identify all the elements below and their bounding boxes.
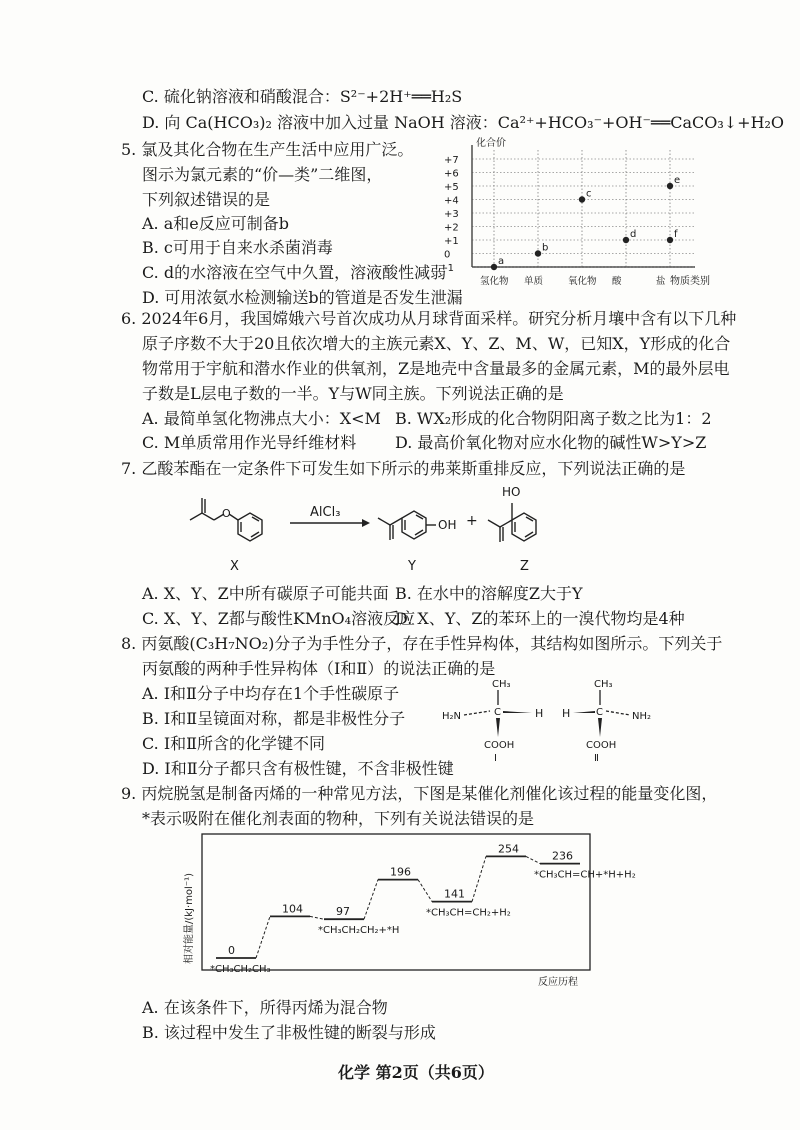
q8-option: B. Ⅰ和Ⅱ呈镜面对称，都是非极性分子 — [142, 709, 406, 728]
q7-option-b: B. 在水中的溶解度Z大于Y — [395, 584, 583, 603]
connector-line — [472, 856, 486, 901]
q6-option-a: A. 最简单氢化物沸点大小：X<M — [142, 409, 381, 428]
q8-stem: 丙氨酸的两种手性异构体（Ⅰ和Ⅱ）的说法正确的是 — [142, 659, 496, 678]
data-point-c — [579, 196, 585, 202]
connector-line — [310, 916, 324, 919]
q8-option: C. Ⅰ和Ⅱ所含的化学键不同 — [142, 734, 326, 753]
q6-stem: 物常用于宇航和潜水作业的供氧剂，Z是地壳中含量最多的金属元素，M的最外层电 — [142, 359, 730, 378]
q5-option: C. d的水溶液在空气中久置，溶液酸性减弱 — [142, 263, 447, 282]
carbon-atom: C — [596, 707, 603, 718]
arrow-head — [362, 519, 370, 527]
energy-value-label: 104 — [282, 902, 303, 916]
x-tick-label: 单质 — [524, 276, 544, 287]
amino-group: H₂N — [442, 711, 462, 722]
molecule-label-y: Y — [408, 559, 416, 574]
option-d-line: D. 向 Ca(HCO₃)₂ 溶液中加入过量 NaOH 溶液：Ca²⁺+HCO₃⁻+OH⁻══CaCO₃↓+H₂O — [142, 113, 785, 132]
connector-line — [526, 856, 540, 863]
y-tick-label: +3 — [444, 209, 459, 220]
q5-option: A. a和e反应可制备b — [142, 214, 289, 233]
plus-sign: + — [466, 513, 478, 529]
point-label: e — [674, 175, 681, 186]
q7-option-d: D. X、Y、Z的苯环上的一溴代物均是4种 — [395, 609, 685, 628]
q7-stem: 7. 乙酸苯酯在一定条件下可发生如下所示的弗莱斯重排反应，下列说法正确的是 — [121, 459, 686, 478]
hydroxyl-group: OH — [438, 518, 457, 532]
y-tick-label: +2 — [444, 222, 459, 234]
y-tick-label: +7 — [444, 155, 459, 166]
x-tick-label: 盐 — [656, 276, 666, 287]
q8-option: D. Ⅰ和Ⅱ分子都只含有极性键，不含非极性键 — [142, 759, 454, 778]
point-label: a — [498, 256, 505, 267]
species-label: *CH₃CH₂CH₂+*H — [318, 925, 400, 937]
molecule-y — [378, 511, 436, 540]
y-tick-label: +4 — [444, 195, 459, 207]
y-tick-label: +1 — [444, 236, 459, 247]
q6-option-b: B. WX₂形成的化合物阴阳离子数之比为1：2 — [395, 409, 712, 428]
q8-stem: 8. 丙氨酸(C₃H₇NO₂)分子为手性分子，存在手性异构体，其结构如图所示。下列关于 — [121, 634, 723, 653]
carboxyl-group: COOH — [484, 740, 515, 751]
hydroxyl-group: HO — [502, 485, 521, 499]
q7-option-c: C. X、Y、Z都与酸性KMnO₄溶液反应 — [142, 609, 416, 628]
connector-line — [364, 880, 378, 920]
chart-frame — [202, 834, 590, 970]
q5-stem: 下列叙述错误的是 — [142, 190, 271, 209]
energy-value-label: 196 — [390, 865, 411, 879]
point-label: f — [674, 229, 678, 240]
q6-stem: 子数是L层电子数的一半。Y与W同主族。下列说法正确的是 — [142, 384, 564, 403]
data-point-b — [535, 250, 541, 256]
q5-option: B. c可用于自来水杀菌消毒 — [142, 238, 333, 257]
isomer-label-1: Ⅰ — [494, 753, 497, 764]
fries-rearrangement-scheme — [170, 478, 630, 588]
y-tick-label: +6 — [444, 168, 459, 180]
methyl-group: CH₃ — [594, 679, 613, 690]
q6-option-c: C. M单质常用作光导纤维材料 — [142, 433, 357, 452]
y-axis-label: 相对能量/(kJ·mol⁻¹) — [184, 872, 195, 964]
option-c-line: C. 硫化钠溶液和硝酸混合：S²⁻+2H⁺══H₂S — [142, 87, 463, 106]
point-label: c — [586, 188, 592, 200]
y-tick-label: 0 — [444, 249, 451, 261]
amino-group: NH₂ — [632, 711, 652, 722]
x-axis-label: 物质类别 — [670, 276, 710, 287]
page-footer: 化学 第2页（共6页） — [338, 1063, 494, 1082]
q6-stem: 原子序数不大于20且依次增大的主族元素X、Y、Z、M、W，已知X，Y形成的化合 — [142, 334, 731, 353]
species-label: *CH₃CH=CH+*H+H₂ — [534, 869, 636, 881]
reagent-label: AlCl₃ — [310, 505, 341, 520]
y-tick-label: +5 — [444, 182, 459, 193]
species-label: *CH₃CH₂CH₃ — [210, 964, 271, 975]
q5-option: D. 可用浓氨水检测输送b的管道是否发生泄漏 — [142, 288, 463, 307]
energy-profile-chart — [180, 830, 636, 990]
x-axis-label: 反应历程 — [538, 977, 578, 988]
q7-option-a: A. X、Y、Z中所有碳原子可能共面 — [142, 584, 389, 603]
y-tick-label: -1 — [444, 263, 454, 274]
q6-stem: 6. 2024年6月，我国嫦娥六号首次成功从月球背面采样。研究分析月壤中含有以下几种 — [121, 309, 737, 328]
connector-line — [256, 916, 270, 958]
point-label: d — [630, 229, 637, 240]
alanine-enantiomers — [440, 675, 700, 765]
x-tick-label: 酸 — [612, 276, 622, 287]
x-tick-label: 氢化物 — [480, 276, 509, 287]
carboxyl-group: COOH — [586, 740, 617, 751]
isomer-label-2: Ⅱ — [594, 753, 599, 764]
energy-value-label: 236 — [552, 849, 573, 863]
energy-value-label: 141 — [444, 887, 465, 901]
molecule-label-x: X — [230, 559, 239, 574]
valence-class-chart — [440, 135, 710, 295]
data-point-f — [667, 237, 673, 243]
data-point-e — [667, 183, 673, 189]
methyl-group: CH₃ — [492, 679, 511, 690]
hydrogen-atom: H — [562, 707, 571, 720]
q5-stem: 5. 氯及其化合物在生产生活中应用广泛。 — [121, 140, 414, 159]
connector-line — [418, 880, 432, 902]
y-axis-label: 化合价 — [476, 138, 506, 149]
molecule-z — [488, 503, 536, 542]
carbon-atom: C — [494, 707, 501, 718]
hydrogen-atom: H — [535, 707, 544, 720]
species-label: *CH₃CH=CH₂+H₂ — [426, 907, 511, 919]
q9-option-b: B. 该过程中发生了非极性键的断裂与形成 — [142, 1023, 436, 1042]
q8-option: A. Ⅰ和Ⅱ分子中均存在1个手性碳原子 — [142, 684, 400, 703]
energy-value-label: 0 — [228, 944, 235, 957]
oxygen-atom: O — [222, 507, 231, 520]
data-point-a — [491, 264, 497, 270]
x-tick-label: 氧化物 — [568, 276, 597, 287]
data-point-d — [623, 237, 629, 243]
q9-stem: *表示吸附在催化剂表面的物种，下列有关说法错误的是 — [142, 809, 535, 828]
point-label: b — [542, 242, 549, 254]
q9-stem: 9. 丙烷脱氢是制备丙烯的一种常见方法，下图是某催化剂催化该过程的能量变化图， — [121, 784, 718, 803]
q6-option-d: D. 最高价氧化物对应水化物的碱性W>Y>Z — [395, 433, 707, 452]
q5-stem: 图示为氯元素的“价—类”二维图， — [142, 165, 383, 184]
molecule-label-z: Z — [520, 559, 529, 574]
energy-value-label: 254 — [498, 842, 519, 856]
q9-option-a: A. 在该条件下，所得丙烯为混合物 — [142, 998, 388, 1017]
energy-value-label: 97 — [336, 905, 350, 919]
